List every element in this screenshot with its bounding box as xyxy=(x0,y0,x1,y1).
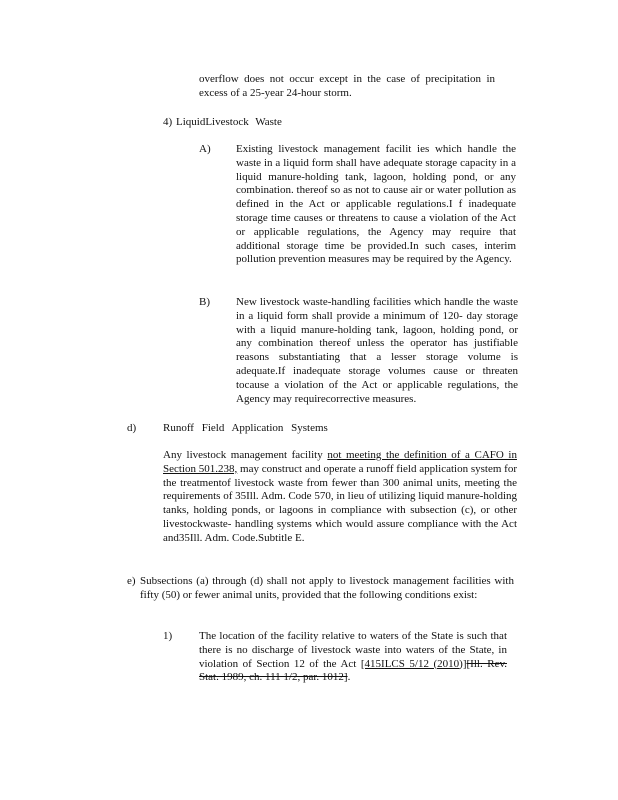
item-a-paragraph: Existing livestock management facilit ies which handle the waste in a liquid form shall have adequate storage capacity in a liquid manure-holding tank, lagoon, holding pond, or any combination. thereof so as not to cause air or water pollution as defined in the Act or applicable regulations.I f inadequate storage time causes or threatens to cause a violation of the Act or applicable regulations, the Agency may require that additional storage time be provided.In such cases, interim pollution prevention measures may be required by the Agency. xyxy=(236,143,516,266)
continuation-paragraph: overflow does not occur except in the case of precipitation in excess of a 25-year 24-hour storm. xyxy=(199,73,495,99)
item-1-period: . xyxy=(347,671,351,684)
section-d-paragraph xyxy=(163,449,517,546)
item-4-label: 4) xyxy=(163,116,173,128)
item-1-inserted-citation: [415ILCS 5/12 (2010)] xyxy=(360,657,467,670)
item-1-deleted-citation: [Ill. Rev. Stat. 1989, ch. 111 1/2, par. 1012] xyxy=(199,657,507,684)
item-b-paragraph: New livestock waste-handling facilities which handle the waste in a liquid form shall provide a minimum of 120- day storage with a liquid manure-holding tank, lagoon, holding pond, or any combination thereof unless the operator has justifiable reasons substantiating that a lesser storage volume is adequate.If inadequate storage volumes cause or threaten tocause a violation of the Act or applicable regulations, the Agency may requirecorrective measures. xyxy=(236,296,518,405)
section-e-item-1-label: 1) xyxy=(163,630,173,642)
section-e-label: e) xyxy=(127,575,136,587)
section-e-paragraph xyxy=(140,575,514,603)
item-4-heading: LiquidLivestock Waste xyxy=(176,116,282,128)
item-b-label: B) xyxy=(199,296,210,308)
section-d-inserted-text: not meeting the definition of a CAFO in Section 501.238, xyxy=(163,449,517,475)
section-e-item-1-paragraph xyxy=(199,630,507,685)
section-d-text-after: may construct and operate a runoff field application system for the treatmentof livestock waste from fewer than 300 animal units, meeting the requirements of 35Ill. Adm. Code 570, in lieu of utilizing liquid manure-holding tanks, holding ponds, or lagoons in compliance with subsection (c), or other livestockwaste- handling systems which would assure compliance with the Act and35Ill. Adm. Code.Subtitle E. xyxy=(163,462,517,544)
item-a-label: A) xyxy=(199,143,211,155)
section-d-label: d) xyxy=(127,422,137,434)
item-1-text: The location of the facility relative to waters of the State is such that there is no discharge of livestock waste into waters of the State, in violation of Section 12 of the Act xyxy=(199,630,507,670)
section-d-heading: Runoff Field Application Systems xyxy=(163,422,328,434)
section-d-text-before: Any livestock management facility xyxy=(163,449,328,461)
section-e-text: Subsections (a) through (d) shall not apply to livestock management facilities with fifty (50) or fewer animal units, provided that the following conditions exist: xyxy=(140,575,514,601)
